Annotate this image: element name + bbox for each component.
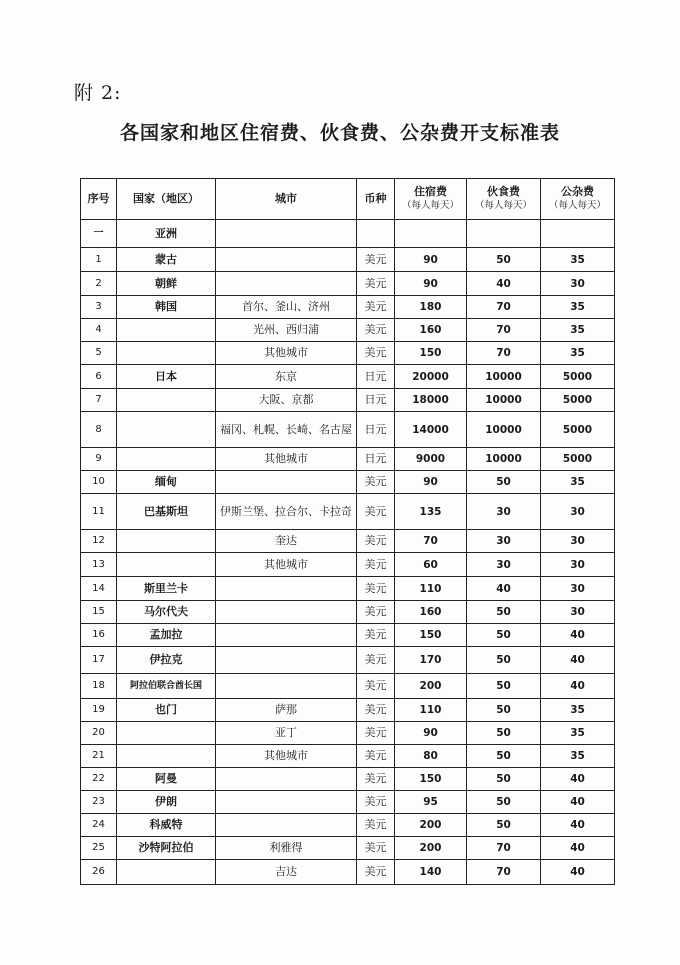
row-misc: 40 (541, 791, 615, 814)
table-row (81, 448, 615, 471)
table-row (81, 814, 615, 837)
expense-standards-table (80, 178, 615, 885)
row-lodging: 110 (395, 577, 467, 601)
row-meals: 40 (467, 272, 541, 296)
row-country (117, 722, 216, 745)
row-city (216, 624, 357, 647)
row-meals: 10000 (467, 365, 541, 389)
row-country (117, 745, 216, 768)
row-city: 东京 (216, 365, 357, 389)
row-currency: 美元 (357, 674, 395, 699)
table-row (81, 412, 615, 448)
table-row (81, 577, 615, 601)
row-lodging: 160 (395, 601, 467, 624)
row-meals: 50 (467, 248, 541, 272)
table-row (81, 272, 615, 296)
row-lodging: 60 (395, 553, 467, 577)
row-country (117, 860, 216, 885)
row-city: 福冈、札幌、长崎、名古屋 (216, 412, 357, 448)
row-misc: 40 (541, 674, 615, 699)
row-currency: 美元 (357, 471, 395, 494)
row-meals: 50 (467, 647, 541, 674)
row-seq: 10 (81, 471, 117, 494)
row-currency: 美元 (357, 577, 395, 601)
table-row (81, 389, 615, 412)
row-currency: 美元 (357, 814, 395, 837)
row-seq: 3 (81, 296, 117, 319)
row-seq: 26 (81, 860, 117, 885)
header-meals-label: 伙食费 (487, 185, 520, 198)
header-lodging-sub: （每人每天） (401, 200, 459, 211)
row-lodging: 9000 (395, 448, 467, 471)
row-country (117, 412, 216, 448)
row-misc: 30 (541, 272, 615, 296)
table-row (81, 342, 615, 365)
row-lodging: 20000 (395, 365, 467, 389)
row-lodging: 90 (395, 471, 467, 494)
row-seq: 23 (81, 791, 117, 814)
row-meals: 70 (467, 342, 541, 365)
row-meals: 50 (467, 624, 541, 647)
row-currency: 美元 (357, 722, 395, 745)
table-row (81, 319, 615, 342)
row-city (216, 601, 357, 624)
header-misc (541, 179, 615, 220)
row-seq: 2 (81, 272, 117, 296)
row-meals: 30 (467, 494, 541, 530)
region-seq: 一 (81, 220, 117, 248)
row-lodging: 150 (395, 768, 467, 791)
row-meals: 50 (467, 814, 541, 837)
row-meals: 50 (467, 471, 541, 494)
row-currency: 美元 (357, 745, 395, 768)
row-seq: 20 (81, 722, 117, 745)
row-currency: 美元 (357, 860, 395, 885)
row-misc: 35 (541, 342, 615, 365)
row-lodging: 150 (395, 342, 467, 365)
table-row (81, 745, 615, 768)
row-misc: 5000 (541, 389, 615, 412)
row-city (216, 674, 357, 699)
row-misc: 40 (541, 814, 615, 837)
header-misc-sub: （每人每天） (548, 200, 606, 211)
header-country: 国家（地区） (117, 179, 216, 220)
row-misc: 30 (541, 530, 615, 553)
row-misc: 5000 (541, 365, 615, 389)
row-country: 沙特阿拉伯 (117, 837, 216, 860)
table-row (81, 494, 615, 530)
table-row (81, 791, 615, 814)
row-country (117, 553, 216, 577)
row-country (117, 342, 216, 365)
row-lodging: 135 (395, 494, 467, 530)
table-row (81, 722, 615, 745)
row-lodging: 140 (395, 860, 467, 885)
table-row (81, 471, 615, 494)
row-country: 孟加拉 (117, 624, 216, 647)
row-city: 奎达 (216, 530, 357, 553)
table-row (81, 674, 615, 699)
row-seq: 8 (81, 412, 117, 448)
row-meals: 30 (467, 530, 541, 553)
row-country: 斯里兰卡 (117, 577, 216, 601)
row-meals: 50 (467, 699, 541, 722)
row-city (216, 791, 357, 814)
row-country: 也门 (117, 699, 216, 722)
row-seq: 9 (81, 448, 117, 471)
header-currency: 币种 (357, 179, 395, 220)
row-misc: 30 (541, 494, 615, 530)
header-lodging (395, 179, 467, 220)
row-country: 蒙古 (117, 248, 216, 272)
row-misc: 40 (541, 837, 615, 860)
row-lodging: 70 (395, 530, 467, 553)
table-header-row (81, 179, 615, 220)
row-misc: 40 (541, 624, 615, 647)
row-country (117, 319, 216, 342)
row-lodging: 200 (395, 814, 467, 837)
row-currency: 美元 (357, 624, 395, 647)
row-city (216, 248, 357, 272)
row-meals: 50 (467, 745, 541, 768)
row-city: 萨那 (216, 699, 357, 722)
row-city: 其他城市 (216, 745, 357, 768)
row-city: 伊斯兰堡、拉合尔、卡拉奇 (216, 494, 357, 530)
row-country: 阿拉伯联合酋长国 (117, 674, 216, 699)
row-currency: 美元 (357, 272, 395, 296)
row-meals: 10000 (467, 448, 541, 471)
header-meals-sub: （每人每天） (474, 200, 532, 211)
header-lodging-label: 住宿费 (414, 185, 447, 198)
row-lodging: 90 (395, 248, 467, 272)
row-meals: 30 (467, 553, 541, 577)
header-misc-label: 公杂费 (561, 185, 594, 198)
row-misc: 30 (541, 577, 615, 601)
table-row (81, 601, 615, 624)
row-city: 光州、西归浦 (216, 319, 357, 342)
row-city: 利雅得 (216, 837, 357, 860)
row-currency: 美元 (357, 647, 395, 674)
row-currency: 日元 (357, 389, 395, 412)
row-meals: 50 (467, 722, 541, 745)
row-meals: 70 (467, 319, 541, 342)
row-lodging: 90 (395, 272, 467, 296)
row-country: 伊拉克 (117, 647, 216, 674)
row-country: 日本 (117, 365, 216, 389)
row-meals: 40 (467, 577, 541, 601)
row-lodging: 95 (395, 791, 467, 814)
row-currency: 美元 (357, 494, 395, 530)
table-row (81, 296, 615, 319)
row-seq: 15 (81, 601, 117, 624)
row-currency: 美元 (357, 768, 395, 791)
row-misc: 30 (541, 553, 615, 577)
row-city: 首尔、釜山、济州 (216, 296, 357, 319)
header-city: 城市 (216, 179, 357, 220)
row-misc: 35 (541, 248, 615, 272)
row-misc: 35 (541, 296, 615, 319)
page-title: 各国家和地区住宿费、伙食费、公杂费开支标准表 (119, 122, 560, 144)
row-meals: 10000 (467, 389, 541, 412)
row-currency: 日元 (357, 365, 395, 389)
row-misc: 40 (541, 647, 615, 674)
table-row (81, 365, 615, 389)
row-meals: 10000 (467, 412, 541, 448)
row-currency: 美元 (357, 296, 395, 319)
row-lodging: 90 (395, 722, 467, 745)
row-seq: 4 (81, 319, 117, 342)
header-seq: 序号 (81, 179, 117, 220)
row-lodging: 180 (395, 296, 467, 319)
row-city (216, 577, 357, 601)
row-meals: 50 (467, 768, 541, 791)
row-lodging: 110 (395, 699, 467, 722)
row-misc: 35 (541, 745, 615, 768)
row-city: 亚丁 (216, 722, 357, 745)
row-lodging: 150 (395, 624, 467, 647)
row-seq: 17 (81, 647, 117, 674)
table-row (81, 699, 615, 722)
row-lodging: 160 (395, 319, 467, 342)
row-misc: 35 (541, 699, 615, 722)
row-misc: 30 (541, 601, 615, 624)
row-seq: 19 (81, 699, 117, 722)
table-row (81, 530, 615, 553)
row-lodging: 200 (395, 837, 467, 860)
row-misc: 35 (541, 471, 615, 494)
row-country: 朝鲜 (117, 272, 216, 296)
row-seq: 7 (81, 389, 117, 412)
region-row (81, 220, 615, 248)
row-currency: 美元 (357, 248, 395, 272)
row-city: 其他城市 (216, 553, 357, 577)
row-country (117, 448, 216, 471)
table-row (81, 860, 615, 885)
row-meals: 70 (467, 860, 541, 885)
row-lodging: 80 (395, 745, 467, 768)
row-seq: 11 (81, 494, 117, 530)
row-seq: 14 (81, 577, 117, 601)
row-misc: 5000 (541, 412, 615, 448)
row-country (117, 389, 216, 412)
row-city (216, 814, 357, 837)
header-meals (467, 179, 541, 220)
row-currency: 美元 (357, 342, 395, 365)
row-seq: 12 (81, 530, 117, 553)
row-seq: 13 (81, 553, 117, 577)
row-seq: 18 (81, 674, 117, 699)
row-city (216, 647, 357, 674)
row-country (117, 530, 216, 553)
table-row (81, 837, 615, 860)
row-city (216, 272, 357, 296)
row-seq: 22 (81, 768, 117, 791)
row-seq: 25 (81, 837, 117, 860)
row-misc: 35 (541, 722, 615, 745)
row-misc: 40 (541, 860, 615, 885)
row-city (216, 768, 357, 791)
row-currency: 美元 (357, 553, 395, 577)
row-seq: 5 (81, 342, 117, 365)
row-city (216, 471, 357, 494)
table-row (81, 768, 615, 791)
row-misc: 5000 (541, 448, 615, 471)
row-city: 吉达 (216, 860, 357, 885)
row-meals: 50 (467, 674, 541, 699)
row-lodging: 200 (395, 674, 467, 699)
region-name: 亚洲 (117, 220, 216, 248)
row-currency: 日元 (357, 448, 395, 471)
row-lodging: 18000 (395, 389, 467, 412)
row-seq: 1 (81, 248, 117, 272)
row-currency: 美元 (357, 319, 395, 342)
row-misc: 40 (541, 768, 615, 791)
row-currency: 美元 (357, 791, 395, 814)
row-currency: 美元 (357, 699, 395, 722)
attachment-label: 附 2: (74, 82, 122, 104)
row-currency: 美元 (357, 601, 395, 624)
row-city: 其他城市 (216, 448, 357, 471)
table-row (81, 647, 615, 674)
row-city: 大阪、京都 (216, 389, 357, 412)
row-misc: 35 (541, 319, 615, 342)
row-currency: 美元 (357, 837, 395, 860)
row-seq: 16 (81, 624, 117, 647)
row-lodging: 170 (395, 647, 467, 674)
row-currency: 美元 (357, 530, 395, 553)
row-country: 韩国 (117, 296, 216, 319)
row-country: 阿曼 (117, 768, 216, 791)
row-country: 缅甸 (117, 471, 216, 494)
row-lodging: 14000 (395, 412, 467, 448)
table-row (81, 553, 615, 577)
table-row (81, 248, 615, 272)
row-country: 巴基斯坦 (117, 494, 216, 530)
row-meals: 70 (467, 837, 541, 860)
row-seq: 24 (81, 814, 117, 837)
row-country: 科威特 (117, 814, 216, 837)
row-country: 马尔代夫 (117, 601, 216, 624)
row-seq: 21 (81, 745, 117, 768)
row-meals: 50 (467, 791, 541, 814)
table-row (81, 624, 615, 647)
row-seq: 6 (81, 365, 117, 389)
row-meals: 70 (467, 296, 541, 319)
row-currency: 日元 (357, 412, 395, 448)
row-meals: 50 (467, 601, 541, 624)
row-country: 伊朗 (117, 791, 216, 814)
row-city: 其他城市 (216, 342, 357, 365)
